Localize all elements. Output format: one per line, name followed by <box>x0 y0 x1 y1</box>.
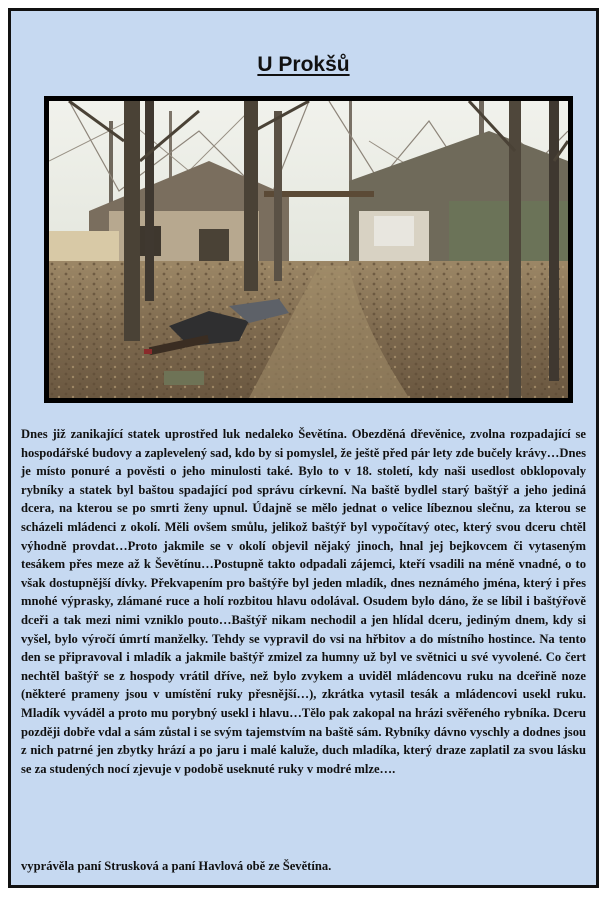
page-title <box>11 53 596 77</box>
story-card <box>8 8 599 888</box>
title-text: U Prokšů <box>257 53 350 76</box>
story-text: Dnes již zanikající statek uprostřed luk nedaleko Ševětína. Obezděná dřevěnice, zvolna rozpadající se hospodářské budovy a zaplevelený sad, kdo by si pomyslel, že ještě před pár lety zde bučely krávy…Dnes je místo ponuré a pověsti o jeho minulosti také. Bylo to v 18. století, kdy naši usedlost obklopovaly rybníky a statek byl baštou spadající pod správu církevní. Na baště bydlel starý baštýř a jeho jediná dcera, na kterou se po smrti ženy upnul. Údajně se mělo jednat o velice líbeznou slečnu, za kterou se scházeli mládenci z okolí. Měli ovšem smůlu, jelikož baštýř byl vypočítavý otec, který svou dceru chtěl výhodně provdat…Proto jakmile se v okolí objevil nějaký jinoch, hnal jej bejkovcem či vytaseným tesákem přes meze až k Ševětínu…Postupně takto odpadali zájemci, kteří vsadili na méně vnadné, o to však dostupnější dívky. Překvapením pro baštýře byl jeden mladík, dnes neznámého jména, který i přes mnohé výprasky, zlámané ruce a holí rozbitou hlavu odolával. Osudem bylo dáno, že se líbil i baštýřově dceři a tak mezi nimi vzniklo pouto…Baštýř nikam nechodil a jen hlídal dceru, jediným dnem, kdy si vyšel, bylo výročí úmrtí manželky. Tehdy se vypravil do vsi na hřbitov a do místního hostince. Na tento den se připravoval i mladík a jakmile baštýř zmizel za humny už byl ve světnici u své vyvolené. Co čert nechtěl baštýř se z hospody vrátil dříve, než bylo zvykem a uviděl mládencovu ruku na dceřině noze (některé prameny jsou v umístění ruky přesnější…), zkrátka vytasil tesák a mládencovi usekl ruku. Mladík vyváděl a proto mu porybný usekl i hlavu…Tělo pak zakopal na hrázi svěřeného rybníka. Dceru později dobře vdal a sám zůstal i se svým tajemstvím na baště sám. Rybníky dávno vyschly a dodnes jsou z nich patrné jen zbytky hrází a po jaru i malé kaluže, duch mladíka, který draze zaplatil za svou lásku se za studených nocí zjevuje v podobě useknuté ruky v modré mlze…. <box>21 427 586 776</box>
narrator-credit: vyprávěla paní Strusková a paní Havlová obě ze Ševětína. <box>21 859 332 873</box>
farmstead-ruins-photo <box>49 101 568 398</box>
photo-frame <box>44 96 573 403</box>
